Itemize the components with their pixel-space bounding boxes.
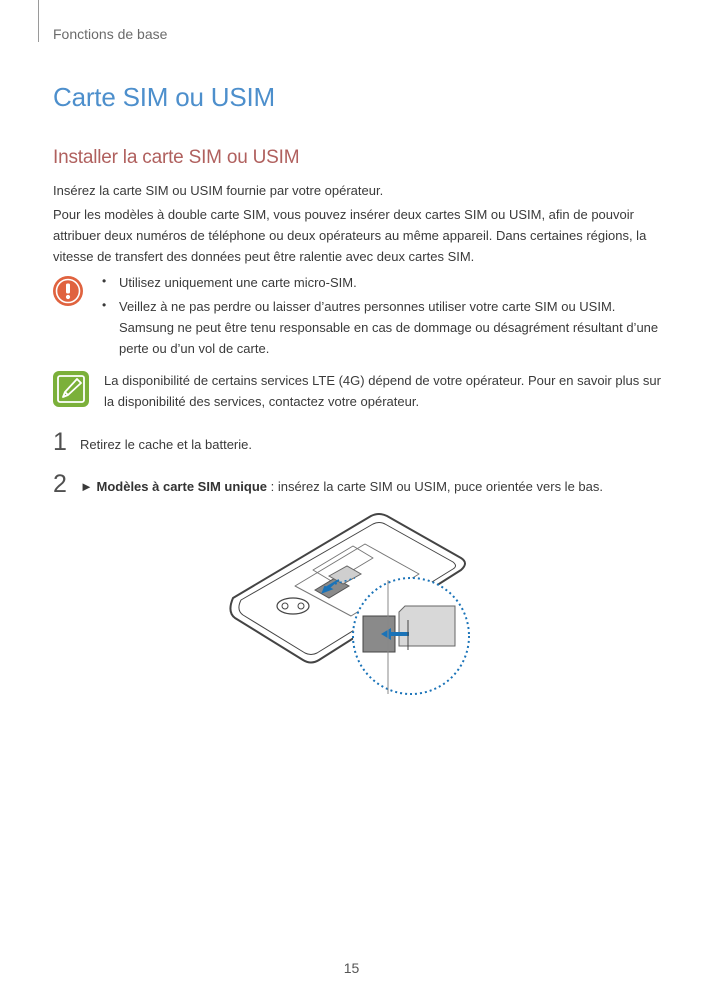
bullet-marker: • [102, 298, 107, 312]
step-text: Retirez le cache et la batterie. [80, 437, 252, 452]
warning-item [100, 272, 660, 293]
step-emphasis: Modèles à carte SIM unique [96, 479, 267, 494]
note-icon [53, 371, 89, 407]
paragraph-dual-sim: Pour les modèles à double carte SIM, vous pouvez insérer deux cartes SIM ou USIM, afin de pouvoir attribuer deux numéros de téléphone ou deux opérateurs au même appareil. Dans certaines régions, la vitesse de transfert des données peut être ralentie avec deux cartes SIM. [53, 207, 647, 264]
step-text [80, 476, 603, 497]
note-text: La disponibilité de certains services LTE (4G) dépend de votre opérateur. Pour en savoir plus sur la disponibilité des services, contactez votre opérateur. [104, 373, 661, 409]
paragraph-intro: Insérez la carte SIM ou USIM fournie par votre opérateur. [53, 183, 384, 198]
step-number: 1 [53, 428, 67, 456]
header-divider [38, 0, 39, 42]
sim-insertion-illustration [223, 510, 483, 700]
warning-list [100, 272, 660, 359]
bullet-marker: • [102, 274, 107, 288]
page-number: 15 [343, 960, 360, 976]
page-title: Carte SIM ou USIM [53, 82, 275, 112]
warning-item [100, 296, 660, 359]
step-detail: : insérez la carte SIM ou USIM, puce orientée vers le bas. [267, 479, 603, 494]
warning-text: Veillez à ne pas perdre ou laisser d’autres personnes utiliser votre carte SIM ou USIM. Samsung ne peut être tenu responsable en cas de dommage ou désagrément résultant d’une perte ou d’un vol de carte. [119, 299, 659, 356]
step-number: 2 [53, 470, 67, 498]
warning-icon [53, 276, 83, 306]
triangle-marker-icon: ► [80, 479, 93, 494]
section-label: Fonctions de base [53, 26, 168, 42]
section-subtitle: Installer la carte SIM ou USIM [53, 147, 300, 168]
warning-text: Utilisez uniquement une carte micro-SIM. [119, 275, 357, 290]
